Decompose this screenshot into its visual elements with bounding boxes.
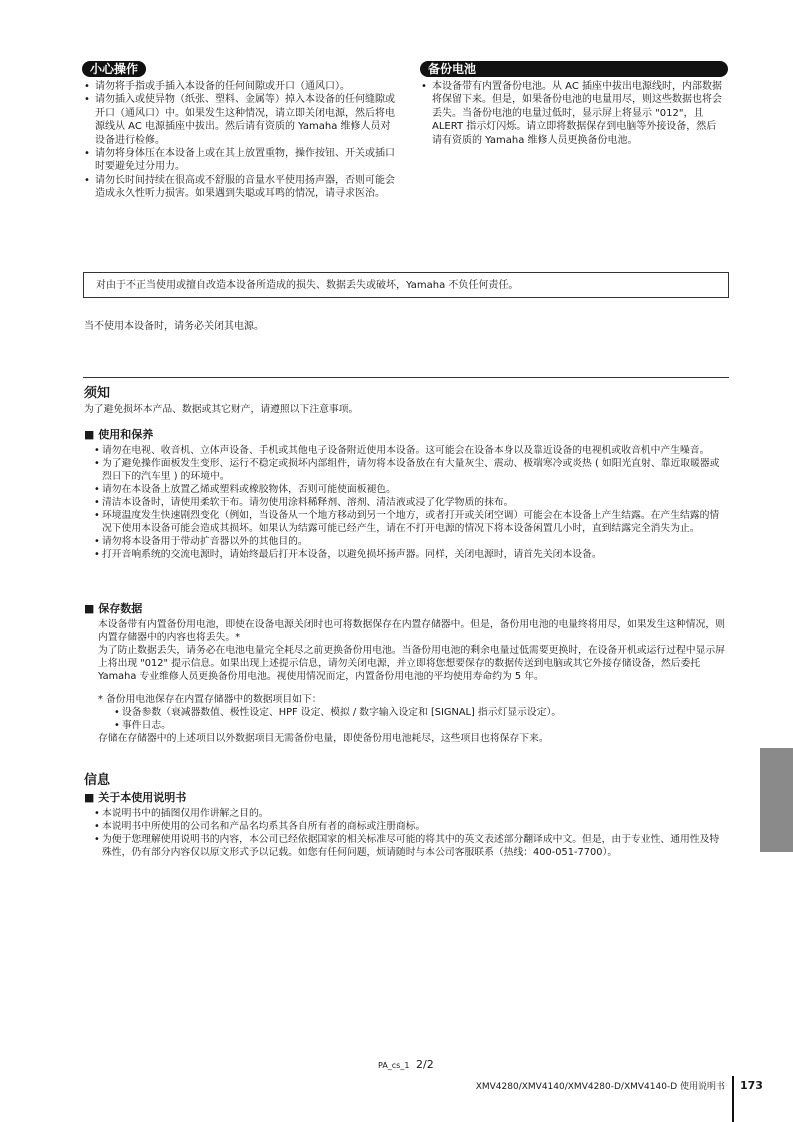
page-of: 2/2 <box>416 1058 434 1071</box>
save-data-body <box>98 618 728 745</box>
about-manual-item: • 本说明书中所使用的公司名和产品名均系其各自所有者的商标或注册商标。 <box>94 820 728 833</box>
use-maintenance-item: • 请勿将本设备用于带动扩音器以外的其他目的。 <box>94 535 728 548</box>
page-code-id: PA_cs_1 <box>378 1061 410 1070</box>
caution-list-container <box>84 80 400 201</box>
use-maintenance-item: • 请勿在电视、收音机、立体声设备、手机或其他电子设备附近使用本设备。这可能会在设备本身以及靠近设备的电视机或收音机中产生噪音。 <box>94 444 728 457</box>
power-off-note: 当不使用本设备时，请务必关闭其电源。 <box>84 321 264 332</box>
about-manual-title: ■ 关于本使用说明书 <box>84 791 187 804</box>
caution-list <box>84 80 400 201</box>
info-title: 信息 <box>84 773 111 788</box>
chapter-tab <box>760 748 793 852</box>
save-data-paragraph-1: 本设备带有内置备份用电池，即使在设备电源关闭时也可将数据保存在内置存储器中。但是，备份用电池的电量终将用尽，如果发生这种情况，则内置存储器中的内容也将丢失。* <box>98 619 725 643</box>
footnote-item: • 设备参数（衰减器数值、极性设定、HPF 设定、模拟 / 数字输入设定和 [SIGNAL] 指示灯显示设定）。 <box>114 706 728 719</box>
use-maintenance-item: • 清洁本设备时，请使用柔软干布。请勿使用涂料稀释剂、溶剂、清洁液或浸了化学物质的抹布。 <box>94 496 728 509</box>
footer-model-name: XMV4280/XMV4140/XMV4280-D/XMV4140-D 使用说明书 <box>475 1082 725 1092</box>
caution-item: • 请勿将身体压在本设备上或在其上放置重物，操作按钮、开关或插口时要避免过分用力。 <box>84 147 400 174</box>
use-maintenance-item: • 为了避免操作面板发生变形、运行不稳定或损坏内部组件，请勿将本设备放在有大量灰尘、震动、极端寒冷或炎热 ( 如阳光直射、靠近取暖器或烈日下的汽车里 ) 的环境中。 <box>94 457 728 483</box>
backup-battery-heading: 备份电池 <box>420 61 728 77</box>
footnote-list <box>114 706 728 732</box>
notice-intro: 为了避免损坏本产品、数据或其它财产，请遵照以下注意事项。 <box>84 404 359 415</box>
footnote-item: • 事件日志。 <box>114 719 728 732</box>
save-data-paragraph-2: 为了防止数据丢失，请务必在电池电量完全耗尽之前更换备份用电池。当备份用电池的剩余电量过低需要更换时，在设备开机或运行过程中显示屏上将出现 "012" 提示信息。如果出现上述提示信息，请勿关闭电源，并立即将您想要保存的数据传送到电脑或其它外接存储设备，然后委托 Yamaha 专业维修人员更换备份用电池。视使用情况而定，内置备份用电池的平均使用寿命约为 5 年。 <box>98 645 725 682</box>
caution-item: • 请勿长时间持续在很高或不舒服的音量水平使用扬声器，否则可能会造成永久性听力损害。如果遇到失聪或耳鸣的情况，请寻求医治。 <box>84 174 400 201</box>
disclaimer-box <box>83 272 729 298</box>
caution-heading: 小心操作 <box>82 61 146 77</box>
use-maintenance-item: • 打开音响系统的交流电源时，请始终最后打开本设备，以避免损坏扬声器。同样，关闭电源时，请首先关闭本设备。 <box>94 548 728 561</box>
use-maintenance-list <box>94 444 728 561</box>
save-data-tail: 存储在存储器中的上述项目以外数据项目无需备份电量，即使备份用电池耗尽，这些项目也将保存下来。 <box>98 733 549 744</box>
save-data-title: ■ 保存数据 <box>84 602 143 615</box>
use-maintenance-item: • 环境温度发生快速剧烈变化（例如，当设备从一个地方移动到另一个地方，或者打开或关闭空调）可能会在本设备上产生结露。在产生结露的情况下使用本设备可能会造成其损坏。如果认为结露可能已经产生，请在不打开电源的情况下将本设备闲置几小时，直到结露完全消失为止。 <box>94 509 728 535</box>
use-maintenance-container <box>94 444 728 561</box>
caution-item: • 请勿插入或使异物（纸张、塑料、金属等）掉入本设备的任何缝隙或开口（通风口）中。如果发生这种情况，请立即关闭电源，然后将电源线从 AC 电源插座中拔出。然后请有资质的 Yamaha 维修人员对设备进行检修。 <box>84 93 400 147</box>
section-divider <box>83 377 729 378</box>
page-number: 173 <box>740 1079 763 1092</box>
backup-list <box>421 80 723 147</box>
save-data-footnote: * 备份用电池保存在内置存储器中的数据项目如下： <box>98 694 322 705</box>
about-manual-list <box>94 807 728 859</box>
use-maintenance-title: ■ 使用和保养 <box>84 428 154 441</box>
caution-item: • 请勿将手指或手插入本设备的任何间隙或开口（通风口）。 <box>84 80 400 93</box>
disclaimer-text: 对由于不正当使用或擅自改造本设备所造成的损失、数据丢失或破坏，Yamaha 不负任何责任。 <box>96 280 519 291</box>
about-manual-container <box>94 807 728 859</box>
backup-item: • 本设备带有内置备份电池。从 AC 插座中拔出电源线时，内部数据将保留下来。但是，如果备份电池的电量用尽，则这些数据也将会丢失。当备份电池的电量过低时，显示屏上将显示 "012"，且 ALERT 指示灯闪烁。请立即将数据保存到电脑等外接设备，然后请有资质的 Yamaha 维修人员更换备份电池。 <box>421 80 723 147</box>
about-manual-item: • 本说明书中的插图仅用作讲解之目的。 <box>94 807 728 820</box>
footer-divider <box>732 1076 734 1122</box>
about-manual-item: • 为便于您理解使用说明书的内容，本公司已经依据国家的相关标准尽可能的将其中的英文表述部分翻译成中文。但是，由于专业性、通用性及特殊性，仍有部分内容仅以原文形式予以记载。如您有任何问题，烦请随时与本公司客服联系（热线：400-051-7700）。 <box>94 833 728 859</box>
page-code <box>378 1058 434 1073</box>
backup-list-container <box>421 80 723 147</box>
notice-title: 须知 <box>84 386 111 401</box>
use-maintenance-item: • 请勿在本设备上放置乙烯或塑料或橡胶物体，否则可能使面板褪色。 <box>94 483 728 496</box>
